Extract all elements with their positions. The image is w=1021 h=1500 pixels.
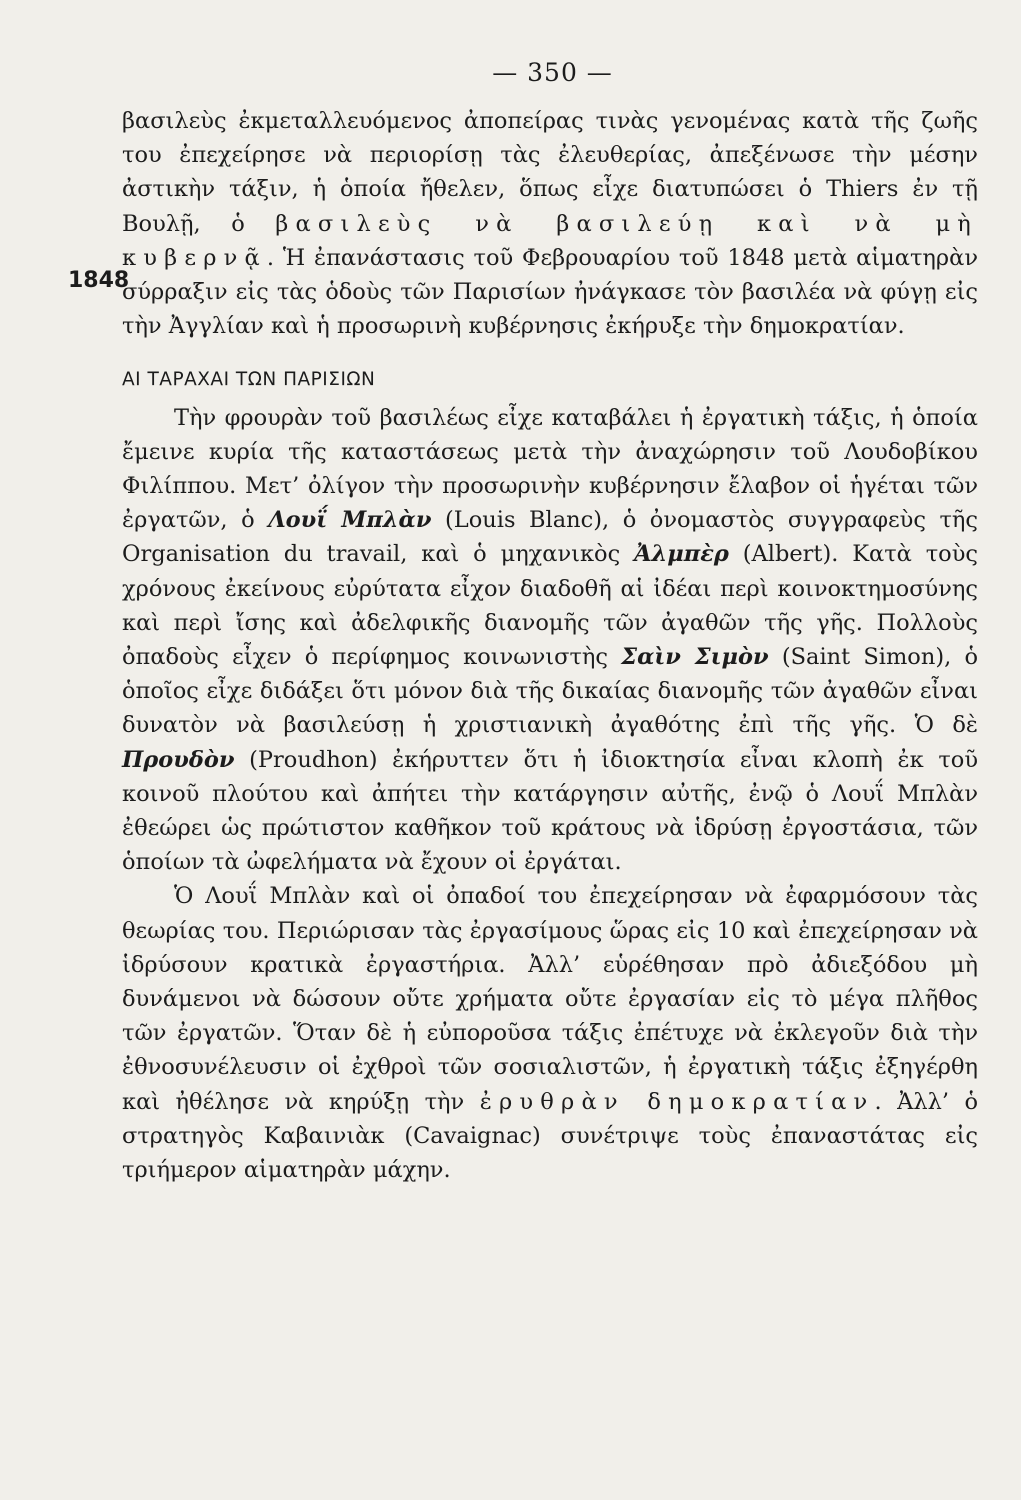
- paragraph-2: [122, 401, 978, 880]
- para3-spaced-phrase: ἐρυθρὰν δημοκρατίαν: [479, 1088, 875, 1115]
- para1-spaced-quote: βασιλεὺς νὰ βασιλεύῃ καὶ νὰ μὴ κυβερνᾷ: [122, 210, 978, 271]
- para3-text-b: . Ἀλλ’ ὁ στρατηγὸς Καβαινιὰκ (Cavaignac) συνέτριψε τοὺς ἐπαναστάτας εἰς τριήμερον αἱματηρὰν μάχην.: [122, 1088, 979, 1184]
- page-number: — 350 —: [492, 58, 613, 87]
- name-saint-simon: Σαὶν Σιμὸν: [621, 644, 769, 671]
- para1-text-a: βασιλεὺς ἐκμεταλλευόμενος ἀποπείρας τινὰς γενομένας κατὰ τῆς ζωῆς του ἐπεχείρησε νὰ περιορίσῃ τὰς ἐλευθερίας, ἀπεξένωσε τὴν μέσην ἀστικὴν τάξιν, ἡ ὁποία ἤθελεν, ὅπως εἶχε διατυπώσει ὁ Thiers ἐν τῇ Βουλῇ, ὁ: [122, 108, 978, 237]
- paragraph-1: [122, 104, 978, 343]
- section-heading: ΑΙ ΤΑΡΑΧΑΙ ΤΩΝ ΠΑΡΙΣΙΩΝ: [122, 369, 376, 391]
- paragraph-3: [122, 879, 978, 1187]
- name-louis-blanc: Λουΐ Μπλὰν: [268, 507, 432, 534]
- body-text: [122, 104, 978, 1187]
- para2-text-d: (Saint Simon), ὁ ὁποῖος εἶχε διδάξει ὅτι μόνον διὰ τῆς δικαίας διανομῆς τῶν ἀγαθῶν εἶναι δυνατὸν νὰ βασιλεύσῃ ἡ χριστιανικὴ ἀγαθότης ἐπὶ τῆς γῆς. Ὁ δὲ: [122, 644, 979, 739]
- para2-text-e: (Proudhon) ἐκήρυττεν ὅτι ἡ ἰδιοκτησία εἶναι κλοπὴ ἐκ τοῦ κοινοῦ πλούτου καὶ ἀπήτει τὴν κατάργησιν αὐτῆς, ἐνῷ ὁ Λουΐ Μπλὰν ἐθεώρει ὡς πρώτιστον καθῆκον τοῦ κράτους νὰ ἱδρύσῃ ἐργοστάσια, τῶν ὁποίων τὰ ὠφελήματα νὰ ἔχουν οἱ ἐργάται.: [122, 746, 978, 876]
- para2-text-c: (Albert). Κατὰ τοὺς χρόνους ἐκείνους εὐρύτατα εἶχον διαδοθῆ αἱ ἰδέαι περὶ κοινοκτημοσύνης καὶ περὶ ἴσης καὶ ἀδελφικῆς διανομῆς τῶν ἀγαθῶν τῆς γῆς. Πολλοὺς ὀπαδοὺς εἶχεν ὁ περίφημος κοινωνιστὴς: [122, 541, 978, 671]
- para2-text-b: (Louis Blanc), ὁ ὀνομαστὸς συγγραφεὺς τῆς Organisation du travail, καὶ ὁ μηχανικὸς: [122, 507, 978, 568]
- name-proudhon: Προυδὸν: [122, 746, 235, 773]
- para2-text-a: Τὴν φρουρὰν τοῦ βασιλέως εἶχε καταβάλει ἡ ἐργατικὴ τάξις, ἡ ὁποία ἔμεινε κυρία τῆς καταστάσεως μετὰ τὴν ἀναχώρησιν τοῦ Λουδοβίκου Φιλίππου. Μετ’ ὀλίγον τὴν προσωρινὴν κυβέρνησιν ἔλαβον οἱ ἡγέται τῶν ἐργατῶν, ὁ: [122, 404, 978, 534]
- para3-text-a: Ὁ Λουΐ Μπλὰν καὶ οἱ ὀπαδοί του ἐπεχείρησαν νὰ ἐφαρμόσουν τὰς θεωρίας του. Περιώρισαν τὰς ἐργασίμους ὥρας εἰς 10 καὶ ἐπεχείρησαν νὰ ἱδρύσουν κρατικὰ ἐργαστήρια. Ἀλλ’ εὑρέθησαν πρὸ ἀδιεξόδου μὴ δυνάμενοι νὰ δώσουν οὔτε χρήματα οὔτε ἐργασίαν εἰς τὸ μέγα πλῆθος τῶν ἐργατῶν. Ὅταν δὲ ἡ εὐποροῦσα τάξις ἐπέτυχε νὰ ἐκλεγοῦν διὰ τὴν ἐθνοσυνέλευσιν οἱ ἐχθροὶ τῶν σοσιαλιστῶν, ἡ ἐργατικὴ τάξις ἐξηγέρθη καὶ ἠθέλησε νὰ κηρύξῃ τὴν: [122, 883, 978, 1115]
- para1-text-b: . Ἡ ἐπανάστασις τοῦ Φεβρουαρίου τοῦ 1848 μετὰ αἱματηρὰν σύρραξιν εἰς τὰς ὁδοὺς τῶν Παρισίων ἠνάγκασε τὸν βασιλέα νὰ φύγῃ εἰς τὴν Ἀγγλίαν καὶ ἡ προσωρινὴ κυβέρνησις ἐκήρυξε τὴν δημοκρατίαν.: [122, 244, 978, 340]
- margin-note-year: 1848: [68, 268, 130, 293]
- name-albert: Ἀλμπὲρ: [634, 541, 729, 568]
